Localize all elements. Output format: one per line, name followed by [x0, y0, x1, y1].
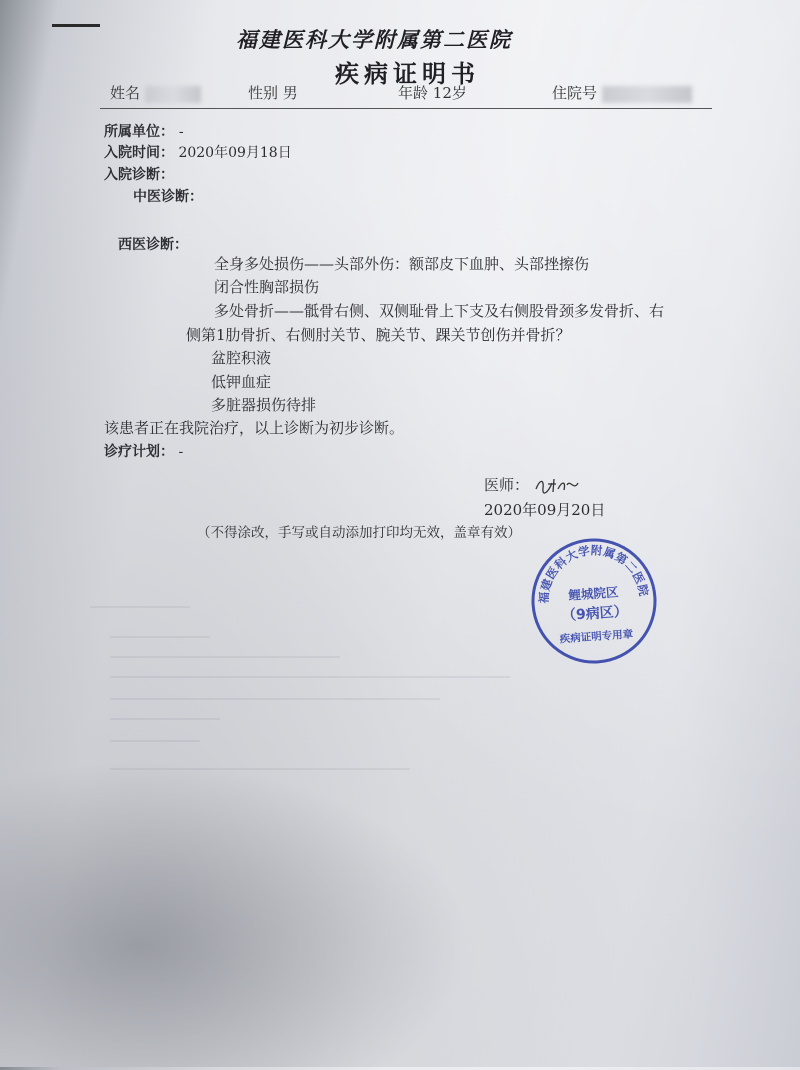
diagnosis-item-4: 盆腔积液: [211, 349, 272, 367]
doctor-signature-row: [484, 474, 580, 497]
inpatient-label: 住院号: [552, 84, 598, 102]
bleed-through-line: [110, 768, 410, 770]
bleed-through-line: [110, 698, 440, 700]
stamp-ward: （9病区）: [561, 603, 629, 625]
bleed-through-line: [90, 606, 190, 608]
western-diagnosis-label: 西医诊断：: [118, 237, 188, 253]
bleed-through-line: [110, 676, 510, 678]
doctor-label: 医师：: [484, 476, 530, 494]
inpatient-redacted: [602, 86, 692, 103]
diagnosis-item-5: 低钾血症: [211, 373, 272, 391]
photo-shadow: [0, 760, 470, 1070]
name-field: [110, 82, 201, 103]
age-label: 年龄: [398, 84, 429, 102]
validity-notice: （不得涂改，手写或自动添加打印均无效，盖章有效）: [197, 525, 521, 541]
diagnosis-item-6: 多脏器损伤待排: [211, 396, 317, 414]
stamp-ring-text: 福建医科大学附属第二医院: [536, 543, 652, 604]
diagnosis-item-2: 闭合性胸部损伤: [214, 278, 320, 296]
preliminary-statement: 该患者正在我院治疗，以上诊断为初步诊断。: [104, 419, 405, 437]
admit-value: 2020年09月18日: [178, 145, 292, 161]
name-redacted: [145, 86, 201, 103]
diagnosis-label: 入院诊断：: [104, 167, 174, 183]
official-stamp: [525, 532, 664, 671]
unit-row: [104, 121, 184, 141]
diagnosis-item-3b: 侧第1肋骨折、右侧肘关节、腕关节、踝关节创伤并骨折？: [186, 326, 571, 344]
hospital-name: 福建医科大学附属第二医院: [236, 27, 512, 52]
inpatient-field: [552, 82, 692, 103]
sex-label: 性别: [248, 84, 279, 102]
diagnosis-item-3a: 多处骨折——骶骨右侧、双侧耻骨上下支及右侧股骨颈多发骨折、右: [214, 302, 665, 320]
bleed-through-line: [110, 636, 210, 638]
handwritten-signature: [534, 475, 580, 497]
admit-row: [104, 142, 292, 162]
unit-value: -: [178, 124, 184, 140]
admit-label: 入院时间：: [104, 145, 174, 161]
name-label: 姓名: [110, 84, 141, 102]
plan-label: 诊疗计划：: [104, 444, 174, 460]
document-title: 疾病证明书: [335, 59, 480, 88]
signature-date: 2020年09月20日: [484, 501, 606, 519]
plan-row: [104, 441, 183, 461]
bleed-through-line: [110, 718, 220, 720]
header-divider: [100, 108, 712, 109]
age-value: 12岁: [432, 84, 467, 102]
stamp-campus: 鲤城院区: [568, 584, 619, 603]
bleed-through-line: [110, 656, 340, 658]
sex-value: 男: [282, 84, 298, 102]
stamp-purpose: 疾病证明专用章: [559, 628, 634, 646]
top-dash-mark: [52, 24, 100, 27]
diagnosis-item-1: 全身多处损伤——头部外伤：额部皮下血肿、头部挫擦伤: [214, 255, 590, 273]
age-field: [398, 82, 467, 103]
unit-label: 所属单位：: [104, 124, 174, 140]
sex-field: [248, 82, 298, 103]
bleed-through-line: [110, 740, 200, 742]
tcm-diagnosis-label: 中医诊断：: [133, 189, 203, 205]
plan-value: -: [178, 444, 184, 460]
